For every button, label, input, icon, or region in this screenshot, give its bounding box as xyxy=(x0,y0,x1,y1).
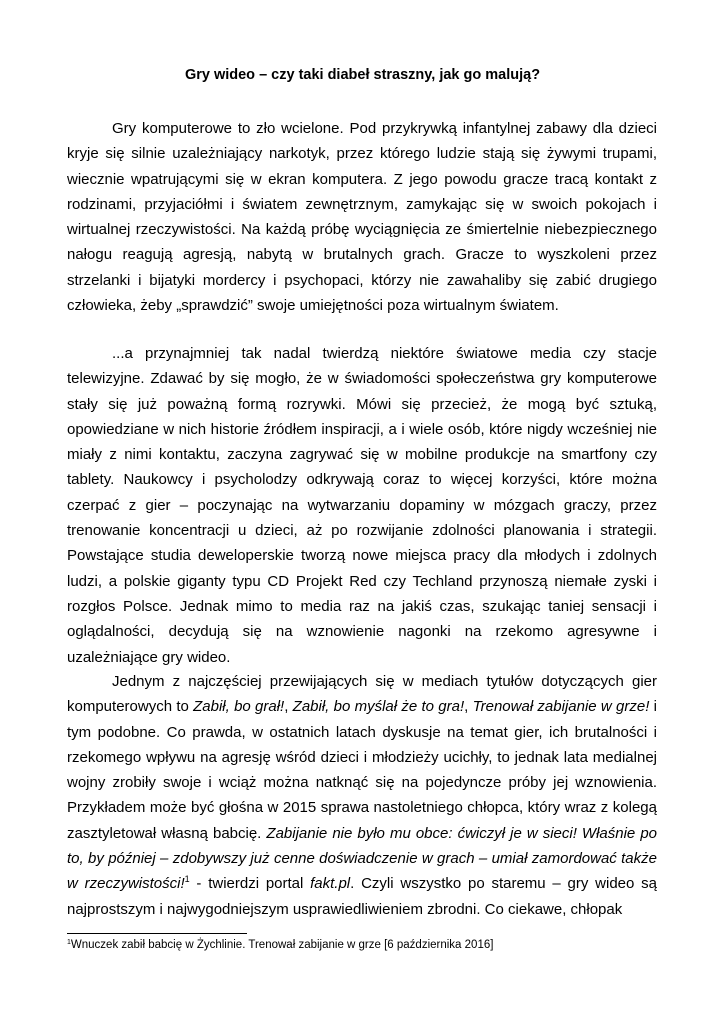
headline-quote: Trenował zabijanie w grze! xyxy=(472,698,650,716)
paragraph-1 xyxy=(67,116,657,318)
paragraph-2-text: ...a przynajmniej tak nadal twierdzą niektóre światowe media czy stacje telewizyjne. Zdawać by się mogło, że w świadomości społeczeństwa gry komputerowe stały się już poważną formą rozrywki. Mówi się przecież, że mogą być sztuką, opowiedziane w nich historie źródłem inspiracji, a i wiele osób, które nigdy wcześniej nie miały z nimi kontaktu, zaczyna zagrywać się w mobilne produkcje na smartfony czy tablety. Naukowcy i psycholodzy odkrywają coraz to więcej korzyści, które można czerpać z gier – poczynając na wytwarzaniu dopaminy w mózgach graczy, przez trenowanie koncentracji u dzieci, aż po rozwijanie zdolności planowania i strategii. Powstające studia deweloperskie tworzą nowe miejsca pracy dla młodych i zdolnych ludzi, a polskie giganty typu CD Projekt Red czy Techland przynoszą niemałe zyski i rozgłos Polsce. Jednak mimo to media raz na jakiś czas, szukając taniej sensacji i oglądalności, decydują się na wznowienie nagonki na rzekomo agresywne i uzależniające gry wideo. xyxy=(67,345,657,666)
headline-quote: Zabił, bo myślał że to gra! xyxy=(292,698,465,716)
paragraph-3-text: , xyxy=(464,698,473,716)
paragraph-3-text: Jednym z najczęściej przewijających się w mediach tytułów dotyczących gier komputerowych to xyxy=(67,673,657,716)
footnote-number: 1 xyxy=(67,939,71,946)
footnote-text: Wnuczek zabił babcię w Żychlinie. Trenował zabijanie w grze [6 października 2016] xyxy=(70,939,494,951)
footnote xyxy=(67,938,657,953)
footnote-separator xyxy=(67,933,247,934)
paragraph-3-text: . Czyli wszystko po staremu – gry wideo są najprostszym i najwygodniejszym usprawiedliwieniem zbrodni. Co ciekawe, chłopak xyxy=(67,875,657,918)
paragraph-1-text: Gry komputerowe to zło wcielone. Pod przykrywką infantylnej zabawy dla dzieci kryje się silnie uzależniający narkotyk, przez którego ludzie stają się żywymi trupami, wiecznie wpatrującymi się w ekran komputera. Z jego powodu gracze tracą kontakt z rodzinami, przyjaciółmi i światem zewnętrznym, zamykając się w swoich pokojach i wirtualnej rzeczywistości. Na każdą próbę wyciągnięcia ze śmiertelnie niebezpiecznego nałogu reagują agresją, nabytą w brutalnych grach. Gracze to wyszkoleni przez strzelanki i bijatyki mordercy i psychopaci, którzy nie zawahaliby się zabić drugiego człowieka, żeby „sprawdzić” swoje umiejętności poza wirtualnym światem. xyxy=(67,120,657,315)
paragraph-3-text: , xyxy=(284,698,293,716)
paragraph-3-text: i tym podobne. Co prawda, w ostatnich latach dyskusje na temat gier, ich brutalności i rzekomego wpływu na agresję wśród dzieci i młodzieży ucichły, to jednak lata medialnej wojny zrobiły swoje i wciąż można natknąć się na pojedyncze próby jej wznowienia. Przykładem może być głośna w 2015 sprawa nastoletniego chłopca, który wraz z kolegą zasztyletował własną babcię. xyxy=(67,698,657,842)
source-name: fakt.pl xyxy=(310,875,351,893)
headline-quote: Zabił, bo grał! xyxy=(193,698,285,716)
article-quote: Zabijanie nie było mu obce: ćwiczył je w sieci! Właśnie po to, by później – zdobywszy już cenne doświadczenie w grach – umiał zamordować także w rzeczywistości! xyxy=(67,824,658,893)
page-title: Gry wideo – czy taki diabeł straszny, jak go malują? xyxy=(184,67,541,83)
paragraph-2 xyxy=(67,341,657,670)
paragraph-3-text: - twierdzi portal xyxy=(189,875,311,893)
paragraph-3 xyxy=(67,669,657,922)
footnote-reference[interactable]: 1 xyxy=(184,874,190,885)
